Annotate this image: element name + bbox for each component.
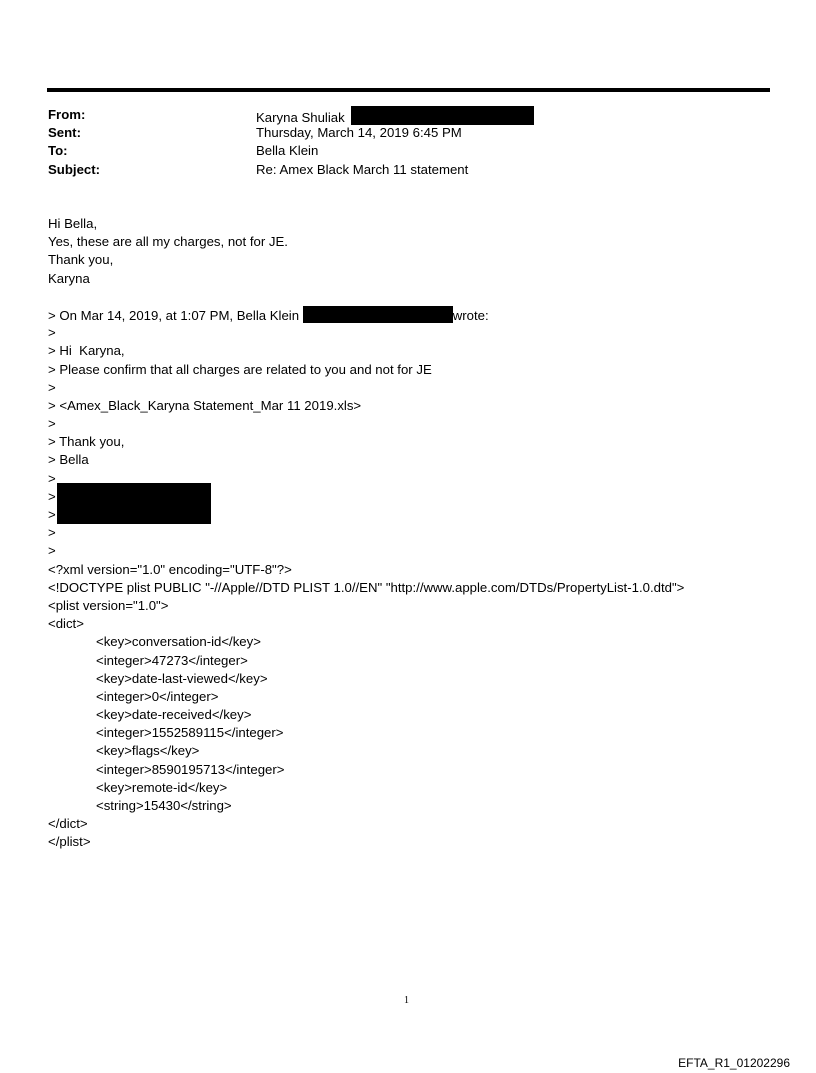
plist-entry: <string>15430</string> (96, 798, 232, 813)
redaction-block (351, 106, 534, 125)
reply-line: Thank you, (48, 252, 114, 268)
redaction-block (303, 306, 453, 323)
redaction-block (57, 483, 211, 524)
quoted-line: > (48, 470, 56, 486)
quoted-line: > (48, 525, 56, 541)
quoted-line: > (48, 543, 56, 559)
plist-close-tag: </plist> (48, 834, 91, 850)
quoted-intro-prefix: > On Mar 14, 2019, at 1:07 PM, Bella Klein (48, 307, 303, 323)
sent-value: Thursday, March 14, 2019 6:45 PM (256, 125, 462, 141)
plist-xml-declaration: <?xml version="1.0" encoding="UTF-8"?> (48, 561, 292, 577)
from-row (48, 106, 748, 124)
quoted-line: > (48, 379, 56, 395)
quoted-line: > <Amex_Black_Karyna Statement_Mar 11 2019.xls> (48, 397, 362, 413)
plist-entry: <integer>0</integer> (96, 688, 219, 704)
email-header (48, 106, 748, 179)
plist-entry: <key>conversation-id</key> (96, 634, 261, 650)
plist-entry: <key>remote-id</key> (96, 779, 228, 795)
plist-doctype: <!DOCTYPE plist PUBLIC "-//Apple//DTD PLIST 1.0//EN" "http://www.apple.com/DTDs/PropertyList-1.0.dtd"> (48, 579, 685, 595)
quoted-line: > Please confirm that all charges are related to you and not for JE (48, 361, 432, 377)
from-label: From: (48, 107, 86, 122)
reply-line: Karyna (48, 270, 90, 286)
quoted-line: > Bella (48, 452, 89, 468)
quoted-intro (48, 306, 684, 324)
plist-entry: <integer>8590195713</integer> (96, 761, 285, 777)
plist-entry: <key>date-received</key> (96, 707, 252, 723)
to-label: To: (48, 143, 68, 159)
header-rule (47, 88, 770, 92)
plist-entry: <key>date-last-viewed</key> (96, 670, 268, 686)
quoted-line: > Thank you, (48, 434, 125, 450)
document-id: EFTA_R1_01202296 (678, 1056, 790, 1070)
dict-close-tag: </dict> (48, 816, 88, 832)
plist-entry: <key>flags</key> (96, 743, 200, 759)
reply-line: Yes, these are all my charges, not for JE. (48, 234, 288, 250)
plist-entry: <integer>1552589115</integer> (96, 725, 284, 741)
page-number: 1 (404, 995, 409, 1006)
plist-open-tag: <plist version="1.0"> (48, 597, 169, 613)
quoted-intro-suffix: wrote: (452, 307, 489, 323)
reply-line: Hi Bella, (48, 216, 98, 231)
to-value: Bella Klein (256, 143, 319, 159)
subject-label: Subject: (48, 161, 101, 177)
quoted-line: > (48, 488, 56, 504)
quoted-line: > (48, 416, 56, 432)
sent-label: Sent: (48, 125, 81, 141)
subject-row (48, 161, 748, 179)
quoted-line: > (48, 325, 56, 341)
dict-open-tag: <dict> (48, 616, 84, 632)
plist-entry: <integer>47273</integer> (96, 652, 248, 668)
sent-row (48, 124, 748, 142)
email-body (48, 215, 684, 852)
to-row (48, 142, 748, 160)
quoted-line: > (48, 507, 56, 522)
from-name: Karyna Shuliak (256, 110, 345, 125)
quoted-line: > Hi Karyna, (48, 343, 125, 359)
subject-value: Re: Amex Black March 11 statement (256, 161, 469, 177)
